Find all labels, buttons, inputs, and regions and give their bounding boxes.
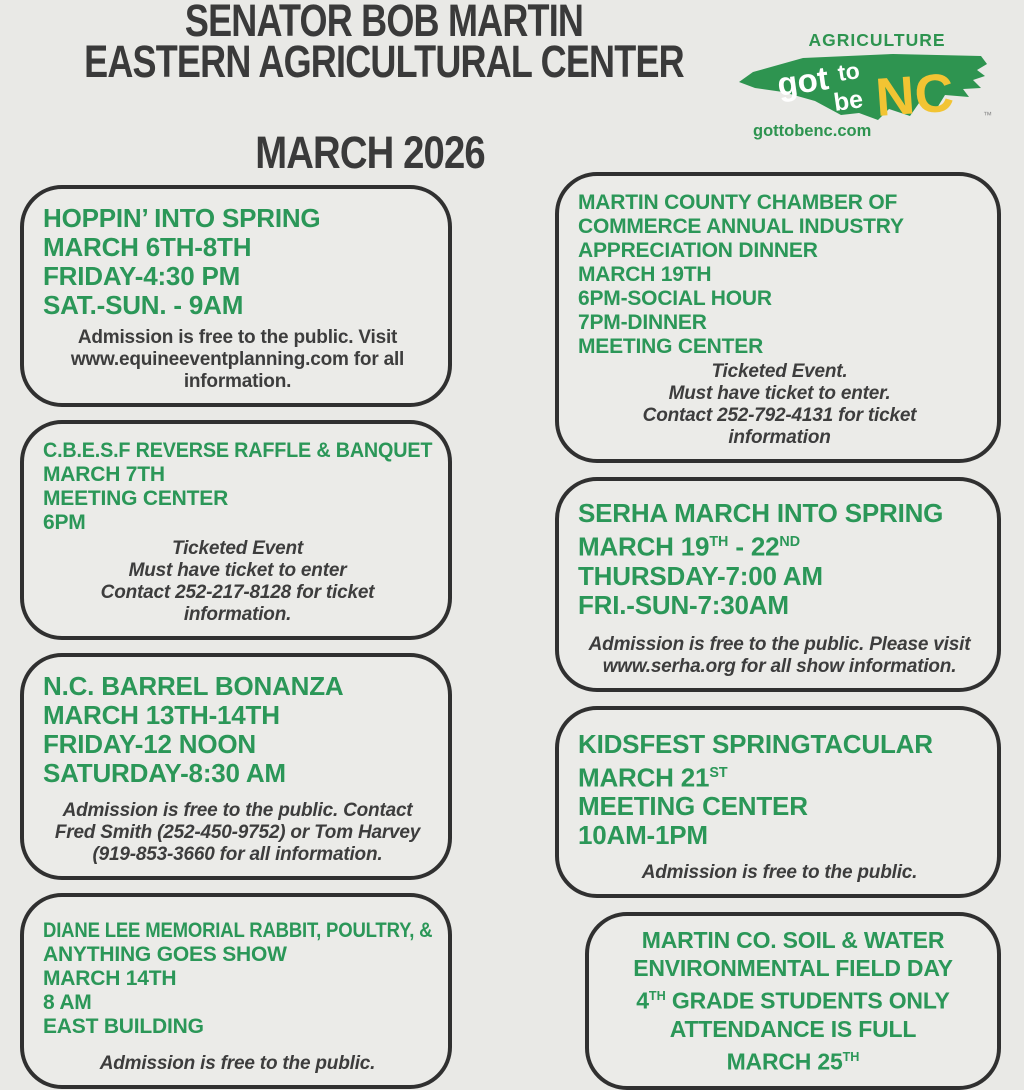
heading-line: EAST BUILDING: [43, 1015, 204, 1038]
event-heading: [43, 439, 432, 535]
note-line: Admission is free to the public. Contact: [62, 800, 413, 821]
heading-line: 7PM-DINNER: [578, 311, 707, 334]
page-title-line1: SENATOR BOB MARTIN: [184, 0, 584, 46]
note-line: Admission is free to the public. Please visit: [588, 633, 971, 655]
event-card-martin-chamber: [555, 172, 1001, 463]
heading-line: THURSDAY-7:00 AM: [578, 560, 823, 591]
heading-line: MARCH 25TH: [726, 1048, 860, 1075]
logo-be: be: [831, 85, 865, 117]
note-line: Ticketed Event: [172, 538, 303, 559]
heading-line: HOPPIN’ INTO SPRING: [43, 203, 321, 233]
page-title-line2: EASTERN AGRICULTURAL CENTER: [84, 36, 684, 87]
note-line: Admission is free to the public.: [641, 862, 918, 884]
event-heading: [578, 499, 981, 620]
heading-line: SATURDAY-8:30 AM: [43, 758, 286, 788]
note-line: www.equineeventplanning.com for all: [70, 349, 405, 370]
page-title: [0, 0, 768, 87]
heading-line: MEETING CENTER: [578, 335, 764, 358]
heading-line: ATTENDANCE IS FULL: [669, 1015, 917, 1042]
heading-line: KIDSFEST SPRINGTACULAR: [578, 728, 933, 759]
note-line: information: [728, 427, 831, 448]
note-line: Must have ticket to enter: [128, 560, 347, 581]
logo-got: got: [774, 59, 831, 103]
logo-nc: NC: [873, 62, 956, 128]
event-note: [43, 1053, 432, 1075]
heading-line: MARCH 6TH-8TH: [43, 232, 252, 262]
logo-tm: ™: [983, 110, 992, 120]
event-note: [578, 361, 981, 449]
event-card-cbesf-raffle: [20, 420, 452, 640]
event-card-soil-water: [585, 912, 1001, 1089]
events-column-left: [20, 185, 452, 1089]
nc-agriculture-logo: [733, 24, 1003, 140]
event-note: [578, 634, 981, 678]
note-line: www.serha.org for all show information.: [602, 655, 957, 677]
heading-line: 8 AM: [43, 991, 92, 1014]
heading-line: MARCH 7TH: [43, 463, 165, 486]
note-line: Contact 252-792-4131 for ticket: [642, 405, 917, 426]
note-line: information.: [183, 604, 292, 625]
heading-line: FRI.-SUN-7:30AM: [578, 589, 789, 620]
events-column-right: [555, 172, 1001, 1090]
heading-line: SERHA MARCH INTO SPRING: [578, 498, 944, 528]
heading-line: FRIDAY-12 NOON: [43, 729, 256, 759]
heading-line: FRIDAY-4:30 PM: [43, 261, 241, 291]
month-title: MARCH 2026: [255, 127, 485, 178]
event-note: [43, 538, 432, 626]
heading-line: C.B.E.S.F REVERSE RAFFLE & BANQUET: [43, 439, 433, 462]
heading-line: ANYTHING GOES SHOW: [43, 943, 287, 966]
event-card-kidsfest: [555, 706, 1001, 899]
logo-to: to: [836, 57, 862, 86]
heading-line: MARTIN COUNTY CHAMBER OF: [578, 191, 898, 214]
heading-line: ENVIRONMENTAL FIELD DAY: [633, 955, 953, 982]
event-heading: [578, 191, 981, 359]
event-card-hoppin-into-spring: [20, 185, 452, 407]
heading-line: 10AM-1PM: [578, 820, 708, 851]
event-note: [578, 862, 981, 884]
heading-line: DIANE LEE MEMORIAL RABBIT, POULTRY, &: [43, 919, 433, 942]
note-line: Admission is free to the public. Visit: [77, 327, 398, 348]
note-line: Ticketed Event.: [711, 361, 848, 382]
note-line: Admission is free to the public.: [99, 1053, 376, 1074]
heading-line: MARCH 19TH: [578, 263, 712, 286]
event-heading: [578, 730, 981, 851]
heading-line: MARCH 19TH - 22ND: [578, 531, 801, 562]
note-line: information.: [183, 371, 292, 392]
heading-line: MEETING CENTER: [43, 487, 229, 510]
note-line: Fred Smith (252-450-9752) or Tom Harvey: [54, 822, 421, 843]
event-card-diane-lee: [20, 893, 452, 1089]
heading-line: MARCH 21ST: [578, 762, 728, 793]
event-note: [43, 327, 432, 393]
heading-line: COMMERCE ANNUAL INDUSTRY: [578, 215, 904, 238]
logo-website: gottobenc.com: [753, 122, 872, 140]
heading-line: SAT.-SUN. - 9AM: [43, 290, 244, 320]
heading-line: 4TH GRADE STUDENTS ONLY: [636, 987, 950, 1014]
event-card-serha-spring: [555, 477, 1001, 692]
heading-line: 6PM: [43, 511, 86, 534]
note-line: Must have ticket to enter.: [668, 383, 891, 404]
heading-line: 6PM-SOCIAL HOUR: [578, 287, 772, 310]
event-heading: [43, 919, 432, 1039]
note-line: (919-853-3660 for all information.: [92, 844, 383, 865]
nc-state-icon: [733, 24, 1003, 140]
heading-line: MARCH 13TH-14TH: [43, 700, 280, 730]
event-note: [43, 800, 432, 866]
event-heading: [43, 672, 432, 788]
heading-line: N.C. BARREL BONANZA: [43, 671, 344, 701]
heading-line: MEETING CENTER: [578, 791, 808, 822]
logo-agriculture-label: AGRICULTURE: [808, 30, 946, 50]
note-line: Contact 252-217-8128 for ticket: [100, 582, 375, 603]
heading-line: MARTIN CO. SOIL & WATER: [641, 927, 945, 954]
event-heading: [601, 926, 985, 1075]
heading-line: APPRECIATION DINNER: [578, 239, 818, 262]
event-heading: [43, 204, 432, 320]
heading-line: MARCH 14TH: [43, 967, 177, 990]
event-card-barrel-bonanza: [20, 653, 452, 880]
